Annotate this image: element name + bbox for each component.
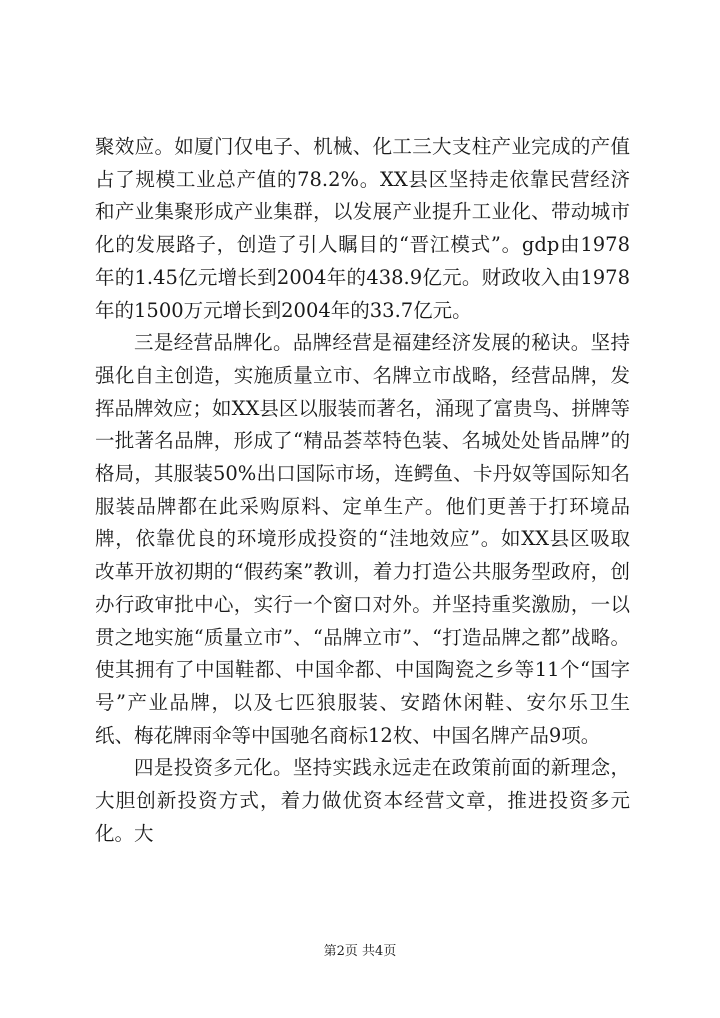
paragraph-agglomeration-effect: 聚效应。如厦门仅电子、机械、化工三大支柱产业完成的产值占了规模工业总产值的78.2%。XX县区坚持走依靠民营经济和产业集聚形成产业集群，以发展产业提升工业化、带动城市化的发展路子，创造了引人瞩目的“晋江模式”。gdp由1978年的1.45亿元增长到2004年的438.9亿元。财政收入由1978年的1500万元增长到2004年的33.7亿元。 <box>95 135 630 322</box>
paragraph-brand-management: 三是经营品牌化。品牌经营是福建经济发展的秘诀。坚持强化自主创造，实施质量立市、名牌立市战略，经营品牌，发挥品牌效应；如XX县区以服装而著名，涌现了富贵鸟、拼牌等一批著名品牌，形成了“精品荟萃特色装、名城处处皆品牌”的格局，其服装50%出口国际市场，连鳄鱼、卡丹奴等国际知名服装品牌都在此采购原料、定单生产。他们更善于打环境品牌，依靠优良的环境形成投资的“洼地效应”。如XX县区吸取改革开放初期的“假药案”教训，着力打造公共服务型政府，创办行政审批中心，实行一个窗口对外。并坚持重奖激励，一以贯之地实施“质量立市”、“品牌立市”、“打造品牌之都”战略。使其拥有了中国鞋都、中国伞都、中国陶瓷之乡等11个“国字号”产业品牌，以及七匹狼服装、安踏休闲鞋、安尔乐卫生纸、梅花牌雨伞等中国驰名商标12枚、中国名牌产品9项。 <box>95 331 630 747</box>
page-body <box>95 131 630 850</box>
page-number-footer: 第2页 共4页 <box>323 944 397 959</box>
paragraph-investment-diversification: 四是投资多元化。坚持实践永远走在政策前面的新理念，大胆创新投资方式，着力做优资本经营文章，推进投资多元化。大 <box>95 756 630 845</box>
